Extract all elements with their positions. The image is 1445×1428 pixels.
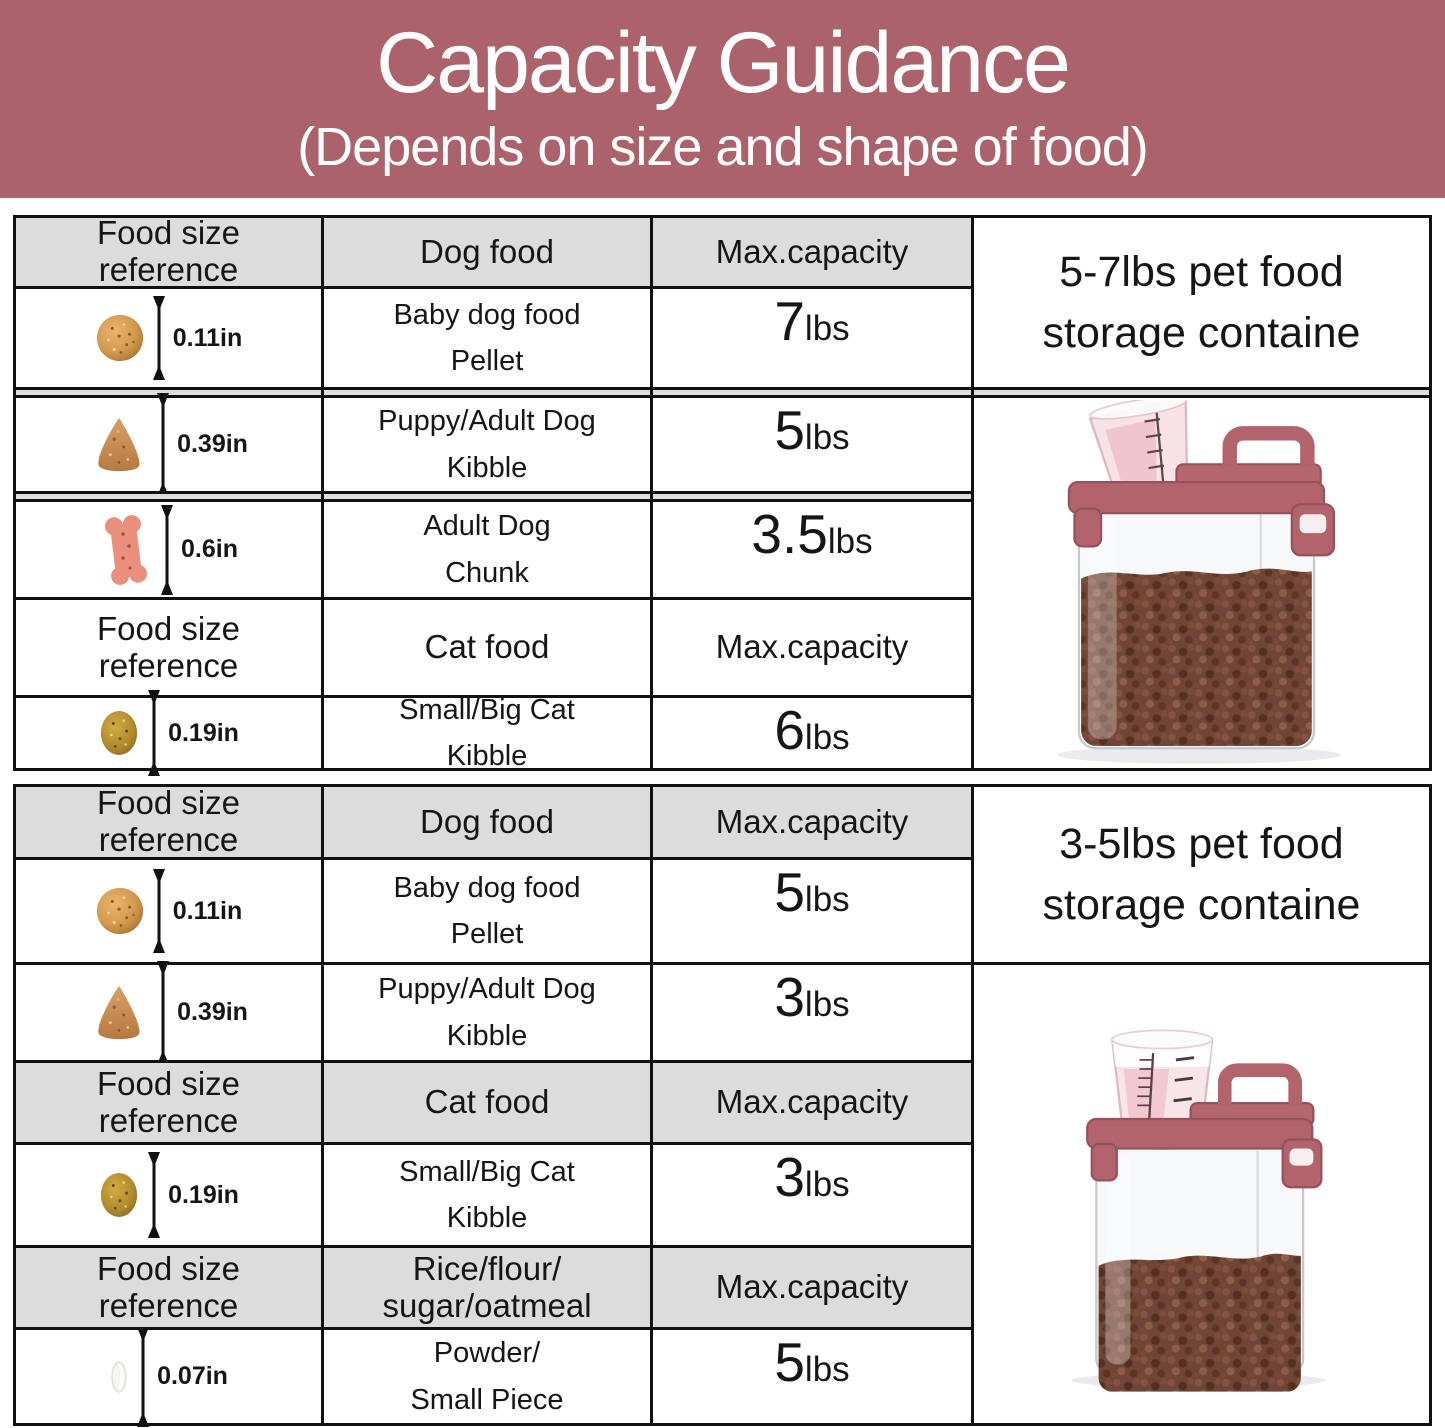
food-size-value: 0.19in bbox=[168, 718, 239, 747]
food-size-value: 0.39in bbox=[177, 998, 248, 1026]
dimension-marker-icon bbox=[146, 689, 162, 777]
side-panel-title-5-7lbs: 5-7lbs pet food storage containe bbox=[974, 218, 1429, 387]
food-size-value: 0.6in bbox=[181, 535, 238, 563]
dimension-marker-icon bbox=[151, 868, 167, 954]
triangle-kibble-icon bbox=[89, 414, 149, 476]
pet-food-container-5-7lbs-photo bbox=[974, 398, 1429, 768]
capacity-table-5-7lbs bbox=[13, 215, 1432, 771]
header-cat-food: Cat food bbox=[324, 600, 650, 695]
page-subtitle: (Depends on size and shape of food) bbox=[297, 116, 1148, 177]
row-divider bbox=[653, 390, 971, 395]
row-divider bbox=[324, 494, 650, 499]
header-max-capacity: Max.capacity bbox=[653, 787, 971, 857]
capacity-tables bbox=[13, 215, 1432, 1426]
food-size-cell bbox=[16, 1145, 321, 1245]
side-panel-title-3-5lbs: 3-5lbs pet food storage containe bbox=[974, 787, 1429, 962]
header-dog-food: Dog food bbox=[324, 218, 650, 286]
round-kibble-icon bbox=[95, 886, 145, 936]
food-size-cell bbox=[16, 398, 321, 491]
food-size-cell bbox=[16, 1330, 321, 1423]
capacity-cell: 6 lbs bbox=[653, 698, 971, 768]
header-food-size-reference: Food size reference bbox=[16, 1248, 321, 1327]
food-name-cell: Adult Dog Chunk bbox=[324, 502, 650, 597]
food-name-cell: Puppy/Adult Dog Kibble bbox=[324, 398, 650, 491]
food-size-value: 0.11in bbox=[172, 323, 243, 352]
header-food-size-reference: Food size reference bbox=[16, 218, 321, 286]
capacity-table-3-5lbs bbox=[13, 784, 1432, 1426]
food-name-cell: Baby dog food Pellet bbox=[324, 860, 650, 962]
triangle-kibble-icon bbox=[89, 982, 149, 1044]
food-name-cell: Baby dog food Pellet bbox=[324, 289, 650, 387]
round-kibble-icon bbox=[95, 313, 145, 363]
olive-kibble-icon bbox=[98, 1170, 140, 1220]
capacity-cell: 3 lbs bbox=[653, 1145, 971, 1245]
header-food-size-reference: Food size reference bbox=[16, 600, 321, 695]
food-size-value: 0.19in bbox=[168, 1180, 239, 1209]
capacity-cell: 3 lbs bbox=[653, 965, 971, 1060]
food-name-cell: Puppy/Adult Dog Kibble bbox=[324, 965, 650, 1060]
dimension-marker-icon bbox=[146, 1151, 162, 1239]
header-dog-food: Dog food bbox=[324, 787, 650, 857]
powder-piece-icon bbox=[109, 1358, 129, 1396]
dimension-marker-icon bbox=[159, 504, 175, 596]
pet-food-container-3-5lbs-photo bbox=[974, 965, 1429, 1423]
dimension-marker-icon bbox=[135, 1326, 151, 1428]
bone-treat-icon bbox=[99, 512, 153, 588]
dimension-marker-icon bbox=[155, 392, 171, 498]
food-size-cell bbox=[16, 965, 321, 1060]
header-max-capacity: Max.capacity bbox=[653, 600, 971, 695]
header-cat-food: Cat food bbox=[324, 1063, 650, 1142]
food-size-value: 0.39in bbox=[177, 430, 248, 458]
capacity-cell: 5 lbs bbox=[653, 398, 971, 491]
header-max-capacity: Max.capacity bbox=[653, 218, 971, 286]
row-divider bbox=[653, 494, 971, 499]
food-size-cell bbox=[16, 289, 321, 387]
capacity-cell: 5 lbs bbox=[653, 1330, 971, 1423]
row-divider bbox=[16, 494, 321, 499]
row-divider bbox=[974, 390, 1429, 395]
food-name-cell: Small/Big Cat Kibble bbox=[324, 1145, 650, 1245]
banner bbox=[0, 0, 1445, 198]
food-size-cell bbox=[16, 502, 321, 597]
dimension-marker-icon bbox=[151, 295, 167, 381]
food-size-value: 0.11in bbox=[172, 896, 243, 925]
olive-kibble-icon bbox=[98, 708, 140, 758]
food-size-value: 0.07in bbox=[157, 1362, 228, 1390]
food-name-cell: Small/Big Cat Kibble bbox=[324, 698, 650, 768]
food-size-cell bbox=[16, 860, 321, 962]
capacity-cell: 7 lbs bbox=[653, 289, 971, 387]
capacity-cell: 5 lbs bbox=[653, 860, 971, 962]
header-rice-flour: Rice/flour/ sugar/oatmeal bbox=[324, 1248, 650, 1327]
header-max-capacity: Max.capacity bbox=[653, 1248, 971, 1327]
row-divider bbox=[324, 390, 650, 395]
capacity-cell: 3.5 lbs bbox=[653, 502, 971, 597]
header-food-size-reference: Food size reference bbox=[16, 1063, 321, 1142]
page-title: Capacity Guidance bbox=[376, 15, 1069, 112]
food-name-cell: Powder/ Small Piece bbox=[324, 1330, 650, 1423]
dimension-marker-icon bbox=[155, 960, 171, 1066]
food-size-cell bbox=[16, 698, 321, 768]
header-max-capacity: Max.capacity bbox=[653, 1063, 971, 1142]
header-food-size-reference: Food size reference bbox=[16, 787, 321, 857]
